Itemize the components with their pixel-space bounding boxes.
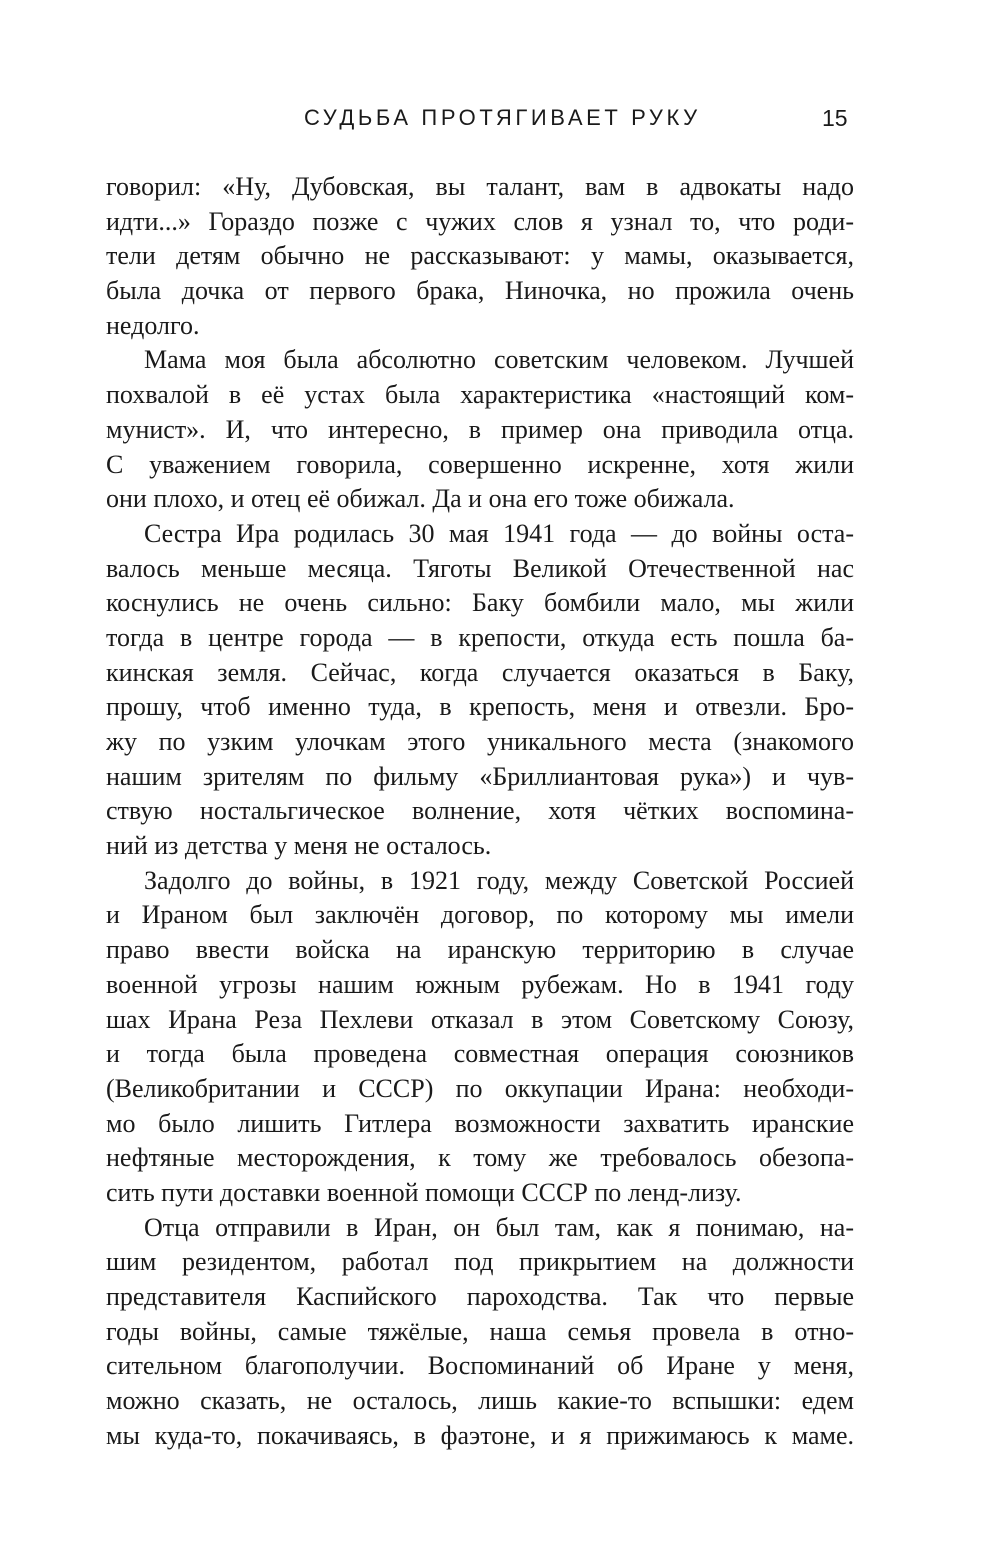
text-line: валось меньше месяца. Тяготы Великой Отечественной нас — [106, 553, 854, 583]
text-line: мунист». И, что интересно, в пример она приводила отца. — [106, 414, 854, 444]
text-line: Сестра Ира родилась 30 мая 1941 года — до войны оста- — [144, 518, 854, 548]
text-line: недолго. — [106, 310, 200, 340]
text-line: мо было лишить Гитлера возможности захватить иранские — [106, 1108, 854, 1138]
text-line: право ввести войска на иранскую территорию в случае — [106, 935, 854, 965]
text-line: была дочка от первого брака, Ниночка, но прожила очень — [106, 276, 854, 306]
text-line: мы куда-то, покачиваясь, в фаэтоне, и я прижимаюсь к маме. — [106, 1420, 854, 1450]
text-line: и тогда была проведена совместная операция союзников — [106, 1039, 854, 1069]
text-line: С уважением говорила, совершенно искренне, хотя жили — [106, 449, 854, 479]
text-line: кинская земля. Сейчас, когда случается оказаться в Баку, — [106, 657, 854, 687]
text-line: они плохо, и отец её обижал. Да и она его тоже обижала. — [106, 484, 735, 514]
text-line: представителя Каспийского пароходства. Так что первые — [106, 1282, 854, 1311]
text-line: коснулись не очень сильно: Баку бомбили мало, мы жили — [106, 588, 854, 618]
text-line: ний из детства у меня не осталось. — [106, 831, 492, 861]
text-line: Отца отправили в Иран, он был там, как я понимаю, на- — [144, 1212, 854, 1242]
text-line: прошу, чтоб именно туда, в крепость, меня и отвезли. Бро- — [106, 692, 854, 722]
text-line: сительном благополучии. Воспоминаний об Иране у меня, — [106, 1351, 854, 1381]
text-line: (Великобритании и СССР) по оккупации Ирана: необходи- — [106, 1073, 854, 1103]
text-line: военной угрозы нашим южным рубежам. Но в 1941 году — [106, 969, 854, 999]
text-line: шим резидентом, работал под прикрытием на должности — [106, 1247, 854, 1277]
running-title: СУДЬБА ПРОТЯГИВАЕТ РУКУ — [304, 105, 701, 130]
text-line: тогда в центре города — в крепости, откуда есть пошла ба- — [106, 622, 854, 652]
text-line: идти...» Гораздо позже с чужих слов я узнал то, что роди- — [106, 206, 854, 236]
text-line: годы войны, самые тяжёлые, наша семья провела в отно- — [106, 1316, 854, 1346]
text-line: говорил: «Ну, Дубовская, вы талант, вам в адвокаты надо — [106, 172, 854, 201]
text-line: шах Ирана Реза Пехлеви отказал в этом Советскому Союзу, — [106, 1004, 854, 1034]
text-line: нашим зрителям по фильму «Бриллиантовая рука») и чув- — [106, 761, 854, 791]
text-line: жу по узким улочкам этого уникального места (знакомого — [106, 727, 854, 756]
text-line: ствую ностальгическое волнение, хотя чётких воспомина- — [106, 796, 854, 826]
page-number: 15 — [822, 105, 848, 131]
text-line: тели детям обычно не рассказывают: у мамы, оказывается, — [106, 241, 854, 271]
text-line: Мама моя была абсолютно советским человеком. Лучшей — [144, 345, 854, 375]
text-line: и Ираном был заключён договор, по которому мы имели — [106, 900, 854, 930]
body-text — [106, 170, 854, 1453]
text-line: похвалой в её устах была характеристика «настоящий ком- — [106, 380, 854, 410]
text-line: Задолго до войны, в 1921 году, между Советской Россией — [144, 865, 854, 895]
text-line: сить пути доставки военной помощи СССР по ленд-лизу. — [106, 1177, 742, 1207]
text-line: можно сказать, не осталось, лишь какие-то вспышки: едем — [106, 1386, 854, 1416]
text-line: нефтяные месторождения, к тому же требовалось обезопа- — [106, 1143, 854, 1173]
